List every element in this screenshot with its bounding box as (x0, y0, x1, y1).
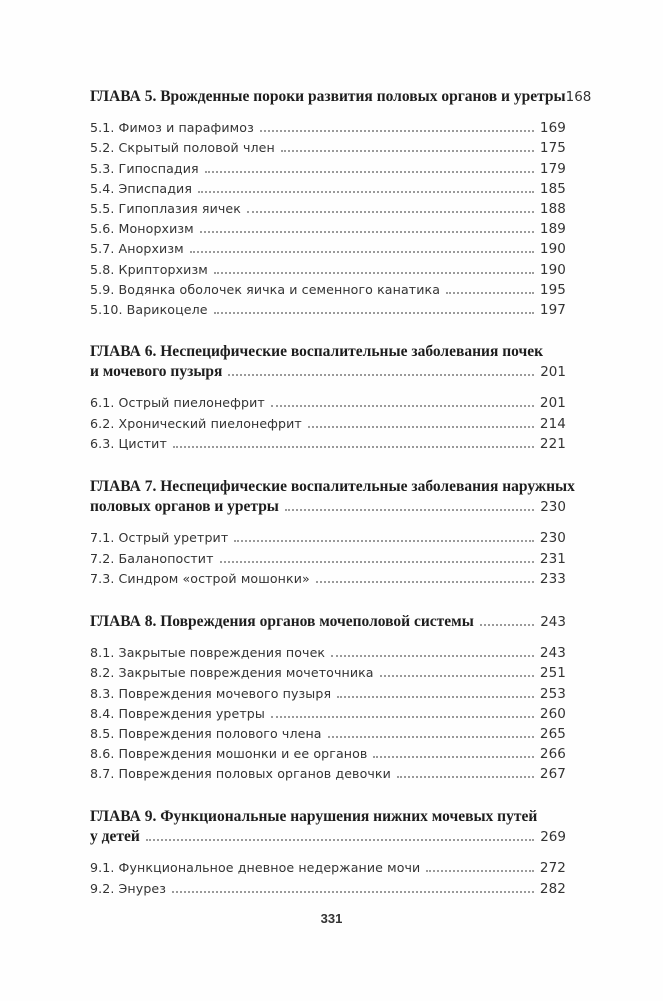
dot-leader (380, 675, 534, 677)
entry-title: 5.8. Крипторхизм (90, 261, 208, 277)
toc-entry[interactable] (90, 643, 566, 663)
toc-entry[interactable] (90, 724, 566, 744)
page-ref: 195 (539, 281, 566, 298)
chapter-title: половых органов и уретры (90, 498, 279, 516)
dot-leader (173, 446, 534, 448)
dot-leader (337, 696, 534, 698)
chapter-section (90, 477, 575, 589)
entry-title: 8.3. Повреждения мочевого пузыря (90, 685, 332, 701)
page-ref: 201 (539, 395, 566, 412)
dot-leader (285, 509, 534, 511)
page-ref: 265 (539, 725, 566, 742)
dot-leader (190, 251, 534, 253)
spacer (90, 632, 566, 643)
page-ref: 201 (540, 364, 566, 381)
page-ref: 243 (539, 645, 566, 662)
entry-title: 5.4. Эписпадия (90, 180, 192, 196)
entry-title: 9.1. Функциональное дневное недержание мочи (90, 860, 421, 876)
page-ref: 168 (565, 89, 592, 105)
page-ref: 188 (539, 200, 566, 217)
entry-title: 8.5. Повреждения полового члена (90, 725, 322, 741)
toc-entry[interactable] (90, 663, 566, 683)
chapter-title: и мочевого пузыря (90, 363, 223, 381)
entry-title: 7.2. Баланопостит (90, 550, 214, 566)
toc-entry[interactable] (90, 569, 566, 589)
dot-leader (234, 540, 534, 542)
page-ref: 243 (540, 614, 566, 630)
dot-leader (214, 312, 534, 314)
entry-title: 5.9. Водянка оболочек яичка и семенного канатика (90, 281, 441, 297)
toc-entry[interactable] (90, 528, 566, 548)
entry-title: 5.5. Гипоплазия яичек (90, 200, 241, 216)
entry-title: 6.1. Острый пиелонефрит (90, 395, 265, 411)
page-ref: 179 (539, 160, 566, 177)
dot-leader (200, 231, 534, 233)
chapter-section (90, 342, 566, 454)
chapter-heading-row[interactable] (90, 827, 566, 847)
chapter-heading-line (90, 477, 575, 497)
spacer (90, 847, 566, 858)
toc-entry[interactable] (90, 704, 566, 724)
page-ref: 266 (539, 746, 566, 763)
entry-title: 5.10. Варикоцеле (90, 301, 208, 317)
toc-entry[interactable] (90, 219, 566, 239)
dot-leader (331, 655, 534, 657)
chapter-title: ГЛАВА 9. Функциональные нарушения нижних мочевых путей (90, 808, 538, 825)
toc-entry[interactable] (90, 179, 566, 199)
dot-leader (446, 292, 534, 294)
page-ref: 233 (539, 570, 566, 587)
dot-leader (397, 776, 534, 778)
toc-entry[interactable] (90, 260, 566, 280)
page-ref: 231 (539, 550, 566, 567)
page-ref: 197 (539, 301, 566, 318)
dot-leader (373, 756, 534, 758)
entry-title: 5.2. Скрытый половой член (90, 140, 275, 156)
page-number: 331 (320, 911, 343, 926)
page-ref: 189 (539, 221, 566, 238)
entry-title: 5.6. Монорхизм (90, 221, 194, 237)
chapter-title: ГЛАВА 5. Врожденные пороки развития половых органов и уретры (90, 88, 566, 105)
chapter-section (90, 612, 566, 785)
toc-entry[interactable] (90, 744, 566, 764)
spacer (90, 382, 566, 393)
entry-title: 6.2. Хронический пиелонефрит (90, 415, 302, 431)
dot-leader (426, 870, 534, 872)
toc-entry[interactable] (90, 434, 566, 454)
entry-title: 7.1. Острый уретрит (90, 530, 229, 546)
page-ref: 282 (539, 880, 566, 897)
chapter-heading-row[interactable] (90, 362, 566, 382)
toc-entry[interactable] (90, 138, 566, 158)
entry-title: 9.2. Энурез (90, 880, 167, 896)
toc-entry[interactable] (90, 858, 566, 878)
entry-title: 8.2. Закрытые повреждения мочеточника (90, 665, 374, 681)
page-ref: 190 (539, 261, 566, 278)
dot-leader (271, 716, 534, 718)
chapter-heading-line (90, 342, 566, 362)
dot-leader (228, 374, 534, 376)
dot-leader (205, 171, 534, 173)
dot-leader (220, 561, 534, 563)
spacer (90, 107, 566, 118)
entry-title: 7.3. Синдром «острой мошонки» (90, 570, 310, 586)
entry-title: 8.6. Повреждения мошонки и ее органов (90, 746, 368, 762)
page-ref: 272 (539, 860, 566, 877)
toc-entry[interactable] (90, 393, 566, 413)
toc-entry[interactable] (90, 684, 566, 704)
page-ref: 230 (539, 530, 566, 547)
page-ref: 175 (539, 140, 566, 157)
dot-leader (198, 191, 534, 193)
page-ref: 269 (540, 829, 566, 846)
chapter-heading-row[interactable] (90, 497, 566, 517)
dot-leader (247, 211, 534, 213)
dot-leader (172, 891, 534, 893)
page-ref: 251 (539, 665, 566, 682)
entry-title: 5.3. Гипоспадия (90, 160, 199, 176)
entry-title: 6.3. Цистит (90, 435, 167, 451)
chapter-title: ГЛАВА 8. Повреждения органов мочеполовой системы (90, 613, 474, 630)
chapter-title: ГЛАВА 7. Неспецифические воспалительные заболевания наружных (90, 478, 575, 495)
page-ref: 253 (539, 685, 566, 702)
toc-entry[interactable] (90, 159, 566, 179)
spacer (90, 517, 566, 528)
page-ref: 190 (539, 241, 566, 258)
chapter-heading-row[interactable] (90, 612, 566, 632)
page-ref: 260 (539, 705, 566, 722)
entry-title: 8.4. Повреждения уретры (90, 705, 265, 721)
chapter-heading-line (90, 807, 566, 827)
dot-leader (308, 426, 534, 428)
chapter-title: ГЛАВА 6. Неспецифические воспалительные заболевания почек (90, 343, 544, 360)
toc-entry[interactable] (90, 764, 566, 784)
chapter-heading-row[interactable] (90, 87, 592, 107)
page-ref: 169 (539, 120, 566, 137)
page-ref: 221 (539, 435, 566, 452)
toc-entry[interactable] (90, 879, 566, 899)
dot-leader (271, 405, 534, 407)
dot-leader (146, 839, 534, 841)
entry-title: 5.1. Фимоз и парафимоз (90, 120, 254, 136)
page-ref: 185 (539, 180, 566, 197)
toc-entry[interactable] (90, 199, 566, 219)
chapter-section (90, 87, 592, 320)
page-ref: 267 (539, 766, 566, 783)
entry-title: 8.1. Закрытые повреждения почек (90, 645, 326, 661)
toc-entry[interactable] (90, 118, 566, 138)
entry-title: 8.7. Повреждения половых органов девочки (90, 766, 391, 782)
dot-leader (480, 624, 534, 626)
dot-leader (214, 272, 534, 274)
dot-leader (260, 130, 534, 132)
dot-leader (316, 581, 534, 583)
dot-leader (281, 150, 534, 152)
toc-entry[interactable] (90, 549, 566, 569)
page-ref: 214 (539, 415, 566, 432)
chapter-title: у детей (90, 828, 140, 846)
toc-entry[interactable] (90, 414, 566, 434)
entry-title: 5.7. Анорхизм (90, 241, 184, 257)
page-ref: 230 (540, 499, 566, 516)
dot-leader (328, 736, 534, 738)
chapter-section (90, 807, 566, 899)
toc-entry[interactable] (90, 239, 566, 259)
toc-entry[interactable] (90, 280, 566, 300)
toc-entry[interactable] (90, 300, 566, 320)
